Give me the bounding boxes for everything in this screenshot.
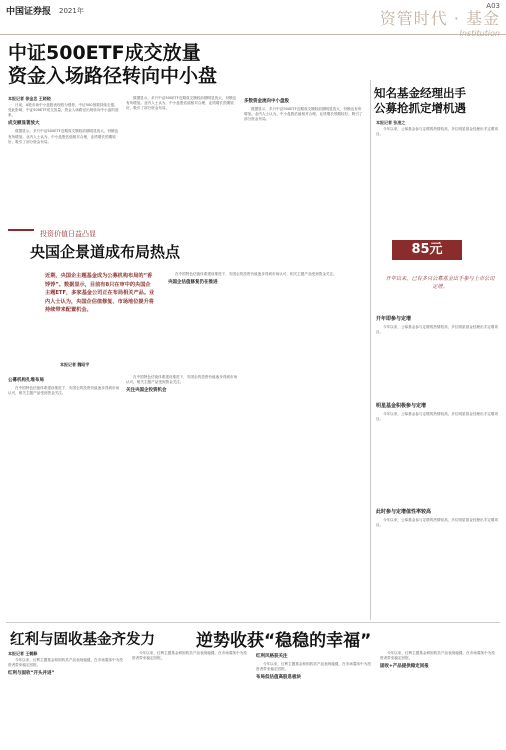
right-col-3-body: 今年以来，公募基金参与定增的热情较高，多位明星基金经理出手定增项目。	[376, 518, 498, 528]
page-number: A03	[486, 2, 500, 10]
bottom-body-4: 今年以来，红利主题基金和固收类产品表现稳健，在市场震荡中为投资者带来稳定回报。	[380, 651, 495, 661]
bottom-sub2: 红利风格获关注	[256, 654, 288, 659]
bottom-sub3: 布局低估值高股息板块	[256, 675, 301, 681]
bottom-col3	[256, 651, 374, 747]
section-divider	[6, 622, 500, 623]
bottom-sub1: 红利与固收“开头并进”	[8, 671, 55, 677]
right-title-line2: 公募抢抓定增机遇	[374, 101, 466, 115]
right-article-body: 今年以来，公募基金参与定增的热情较高，多位明星基金经理出手定增项目。	[376, 127, 498, 137]
right-col-3	[376, 518, 498, 624]
feature-col3	[168, 272, 366, 615]
right-title-line1: 知名基金经理出手	[374, 86, 466, 100]
column-divider	[370, 80, 371, 620]
main-article-lead: 日前，A股市场中小盘股表现较为强势，中证500指数持续走强。受此影响，中证500ETF成交放量，资金入场路径出现转向中小盘的迹象。	[8, 103, 119, 118]
feature-sub2: 关注央国企投资机会	[126, 388, 167, 394]
newspaper-logo: 中国证券报	[6, 7, 52, 17]
feature-body-3: 在中国特色估值体系建设推进下，央国企的投资价值逐步得到市场认可，相关主题产品受到资金关注。	[175, 272, 337, 276]
feature-headline: 央国企景道成布局热点	[30, 243, 181, 261]
feature-kicker: 投资价值日益凸显	[40, 230, 96, 238]
feature-sub1: 公募机构扎堆布局	[8, 378, 44, 383]
main-headline	[8, 42, 368, 88]
right-article-title	[374, 86, 498, 116]
bottom-headline-right: 逆势收获“稳稳的幸福”	[196, 631, 372, 651]
main-article-col3	[244, 96, 364, 222]
section-title: 资管时代 · 基金	[379, 9, 500, 28]
feature-pull-quote: 近期，央国企主题基金成为公募机构布局的“香饽饽”。数据显示，目前有8只在审中的央国企主题ETF，多家基金公司正在布局相关产品。业内人士认为，央国企估值修复、市场地位提升将持续带来配置机会。	[45, 273, 155, 314]
bottom-body-1: 今年以来，红利主题基金和固收类产品表现稳健，在市场震荡中为投资者带来稳定回报。	[8, 658, 123, 668]
bottom-col1	[8, 651, 126, 747]
main-article-body: 数据显示，多只中证500ETF近期成交额较前期明显放大，份额也有所增加。业内人士认为，中小盘股估值相对合理，业绩增长预期较好，吸引了部分资金布局。	[8, 129, 119, 144]
price-badge: 85元	[392, 240, 462, 260]
main-article-sub1: 成交额显著放大	[8, 121, 40, 127]
bottom-body-3: 今年以来，红利主题基金和固收类产品表现稳健，在市场震荡中为投资者带来稳定回报。	[256, 662, 371, 672]
main-headline-line2: 资金入场路径转向中小盘	[8, 65, 218, 87]
right-sub2: 明星基金积极参与定增	[376, 403, 427, 409]
bottom-byline: 本报记者 王鹤静	[8, 651, 38, 656]
feature-byline-wrap	[60, 362, 150, 369]
right-col-1-body: 今年以来，公募基金参与定增的热情较高，多位明星基金经理出手定增项目。	[376, 325, 498, 335]
main-article-sub2: 多数资金流向中小盘股	[244, 99, 289, 104]
feature-body-1: 在中国特色估值体系建设推进下，央国企的投资价值逐步得到市场认可，相关主题产品受到资金关注。	[8, 386, 120, 396]
main-article-body-3: 数据显示，多只中证500ETF近期成交额较前期明显放大，份额也有所增加。业内人士认为，中小盘股估值相对合理，业绩增长预期较好，吸引了部分资金布局。	[244, 107, 363, 122]
main-article-byline: 本报记者 徐金忠 王晓晓	[8, 96, 51, 101]
right-article-intro	[376, 120, 498, 232]
main-article-col1	[8, 96, 120, 222]
bottom-col4	[380, 651, 498, 747]
feature-sub3: 央国企估值修复仍在推进	[168, 280, 218, 286]
main-article-col2	[126, 96, 238, 222]
masthead-left	[6, 4, 84, 17]
right-sub3: 此时参与定增值性率较高	[376, 509, 432, 515]
right-pull-quote: 开年以来，已有多只公募基金出手参与上市公司定增。	[385, 276, 495, 290]
right-col-1	[376, 325, 498, 393]
feature-col1	[8, 375, 120, 615]
bottom-col2	[132, 651, 250, 747]
issue-date: 2021年	[59, 6, 84, 15]
bottom-body-2: 今年以来，红利主题基金和固收类产品表现稳健，在市场震荡中为投资者带来稳定回报。	[132, 651, 247, 661]
main-headline-line1: 中证500ETF成交放量	[8, 42, 201, 64]
right-sub1: 开年即参与定增	[376, 316, 412, 322]
right-col-2-body: 今年以来，公募基金参与定增的热情较高，多位明星基金经理出手定增项目。	[376, 412, 498, 422]
section-header	[380, 6, 500, 38]
feature-byline: 本报记者 魏昭宇	[60, 362, 90, 367]
main-article-body-2: 数据显示，多只中证500ETF近期成交额较前期明显放大，份额也有所增加。业内人士认为，中小盘股估值相对合理，业绩增长预期较好，吸引了部分资金布局。	[126, 96, 237, 111]
right-article-byline: 本报记者 张凌之	[376, 120, 406, 125]
masthead	[0, 0, 506, 38]
bottom-headline-left: 红利与固收基金齐发力	[10, 632, 155, 648]
section-title-en: Institution	[459, 29, 500, 38]
feature-accent-bar	[8, 229, 34, 231]
feature-body-2: 在中国特色估值体系建设推进下，央国企的投资价值逐步得到市场认可，相关主题产品受到资金关注。	[126, 375, 238, 385]
right-col-2	[376, 412, 498, 502]
bottom-sub4: 固收+产品提供稳定回报	[380, 664, 429, 670]
